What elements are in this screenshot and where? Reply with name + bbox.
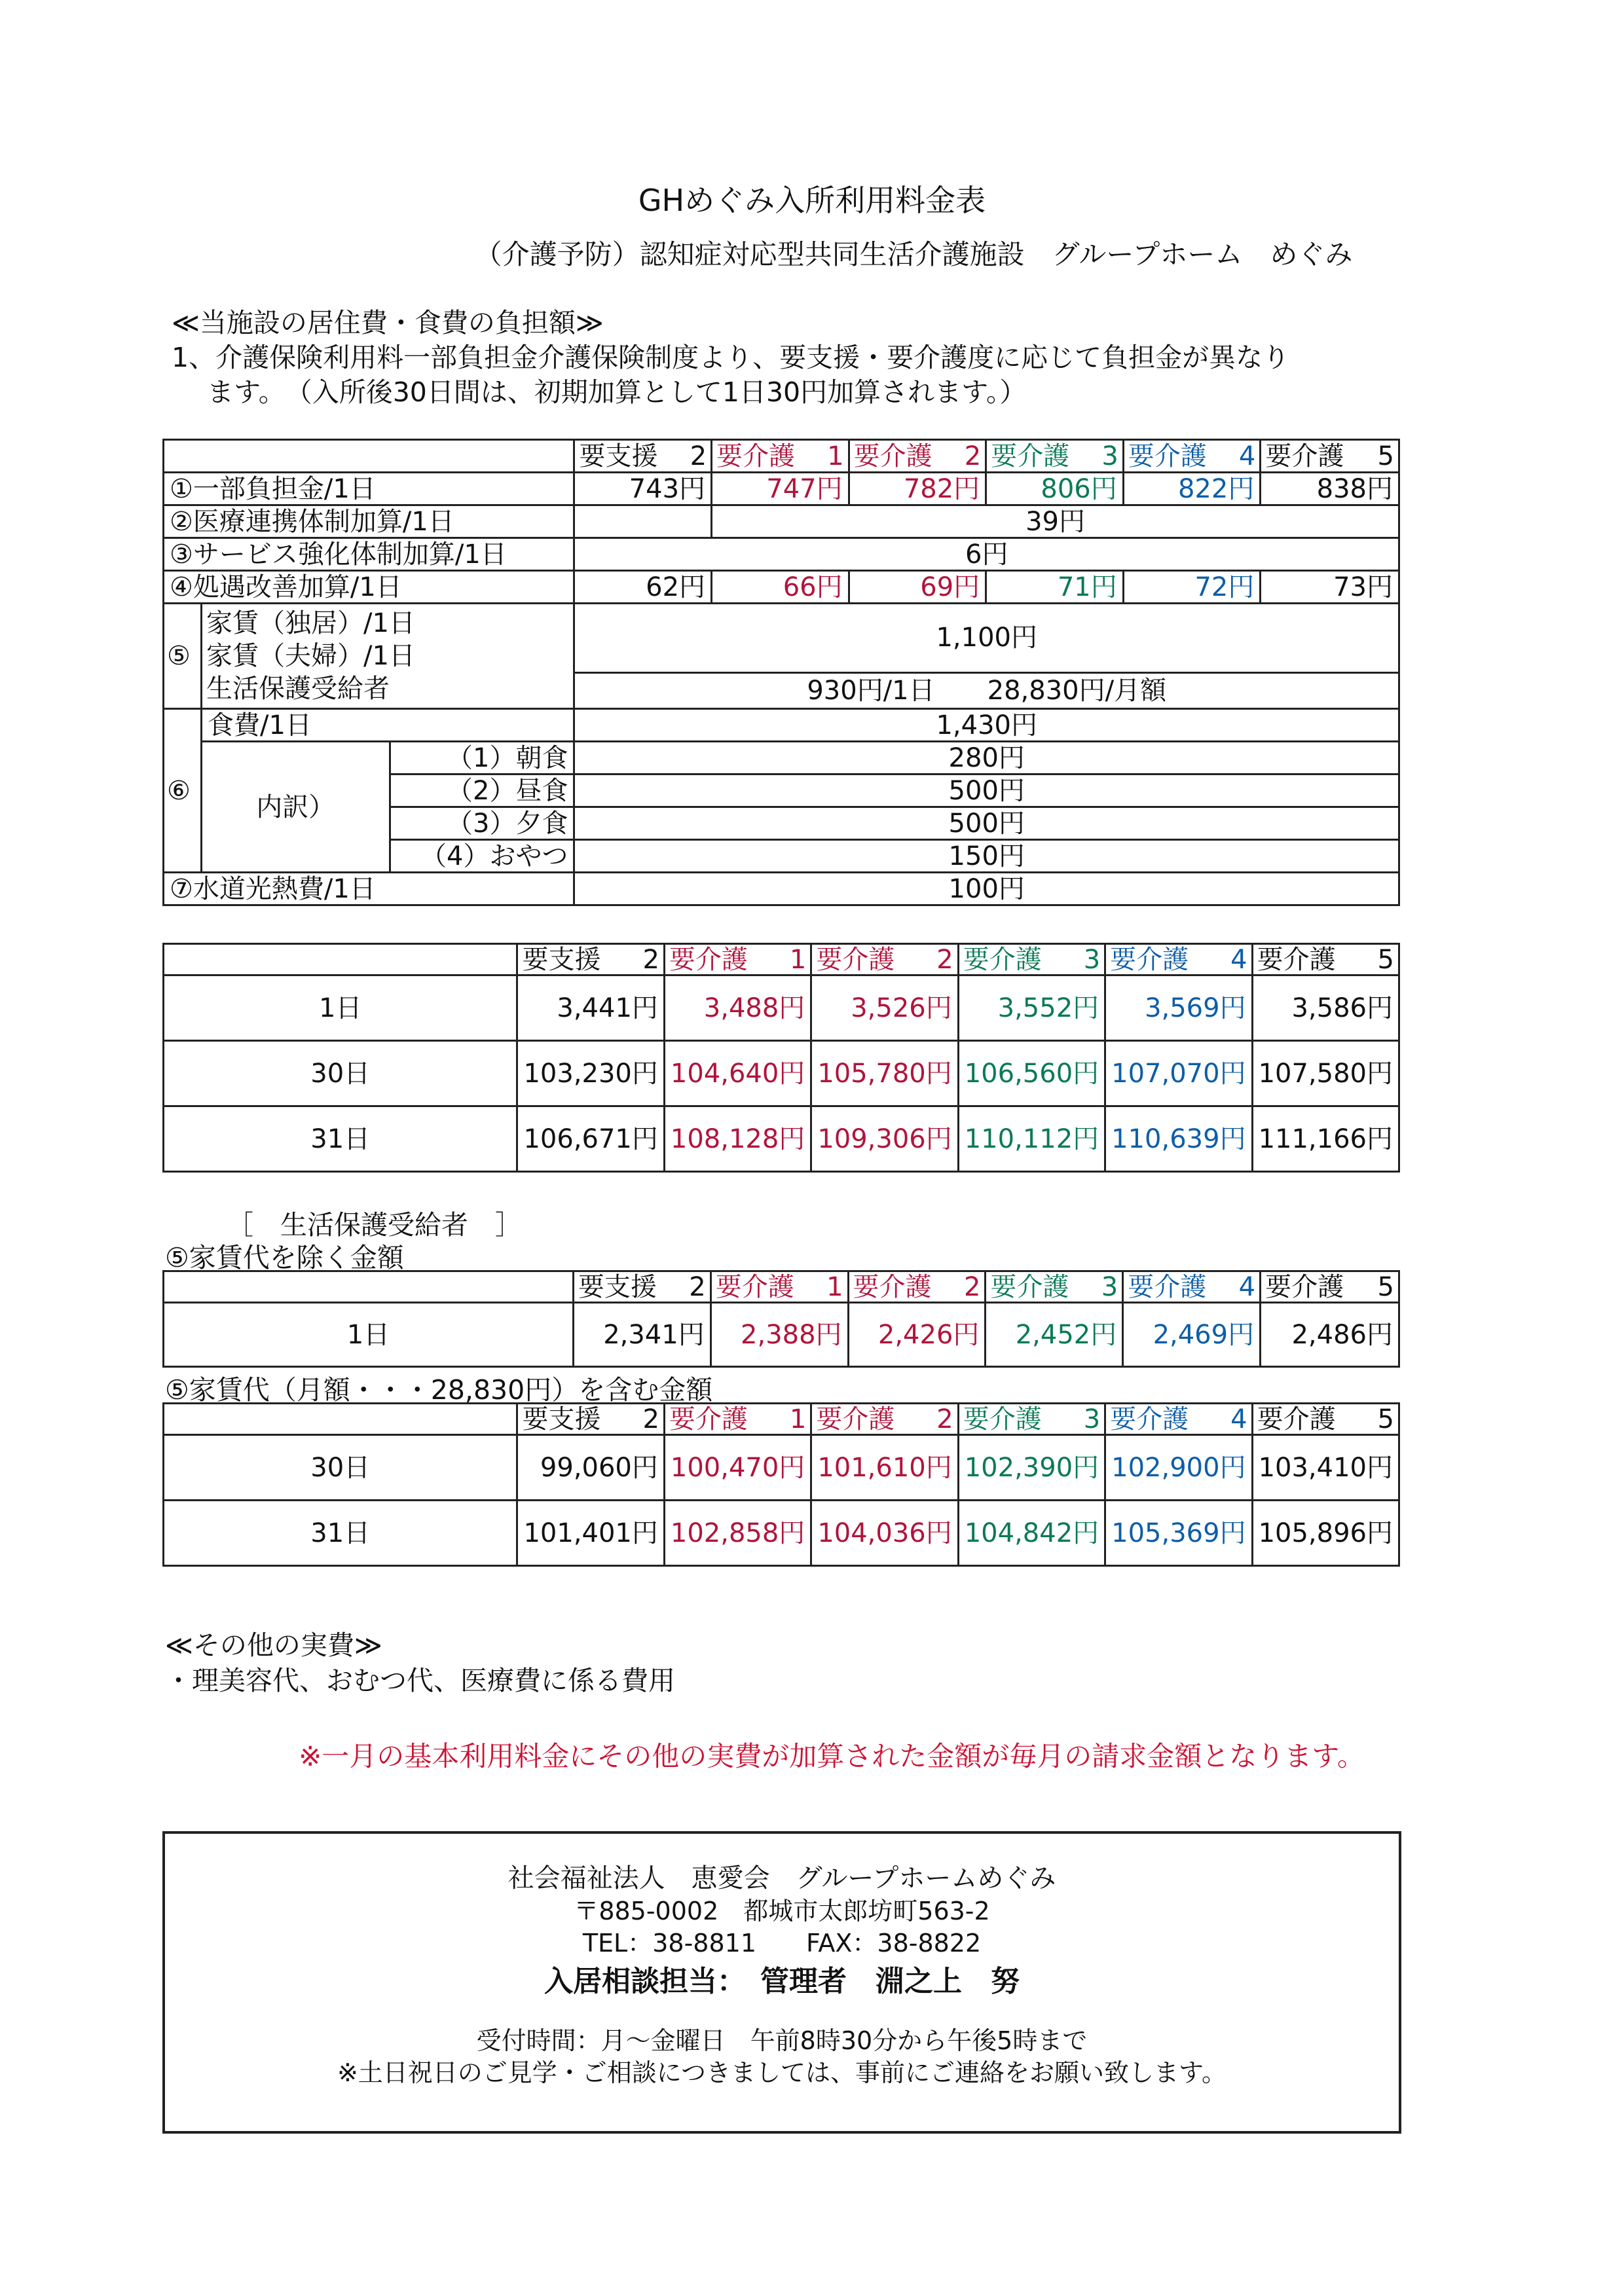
meal-label: （3）夕食	[390, 807, 574, 840]
contact-hours: 受付時間：月～金曜日 午前8時30分から午後5時まで	[476, 2026, 1088, 2055]
rent-value: 1,100円	[574, 604, 1399, 673]
table-row	[164, 742, 1399, 774]
fee-value: 822円	[1123, 473, 1261, 505]
header-blank	[164, 1404, 517, 1435]
fee-value: 69円	[849, 571, 986, 604]
level-header: 要支援 2	[517, 944, 664, 975]
meal-label: （2）昼食	[390, 774, 574, 807]
billing-notice: ※一月の基本利用料金にその他の実費が加算された金額が毎月の請求金額となります。	[299, 1740, 1365, 1772]
fee-table-header	[164, 440, 1399, 473]
fee-value: 743円	[574, 473, 712, 505]
welfare-value: 2,452円	[986, 1303, 1123, 1367]
row-label: ①一部負担金/1日	[164, 473, 574, 505]
level-header: 要介護 3	[986, 1271, 1123, 1303]
welfare-value: 102,390円	[958, 1435, 1105, 1501]
level-header: 要介護 1	[710, 1271, 848, 1303]
period-label: 31日	[164, 1501, 517, 1566]
rent-labels	[201, 604, 574, 709]
table-row	[164, 1303, 1399, 1367]
total-value: 105,780円	[811, 1041, 958, 1106]
welfare-value: 101,610円	[811, 1435, 958, 1501]
welfare-value: 2,426円	[848, 1303, 986, 1367]
contact-person: 入居相談担当： 管理者 淵之上 努	[544, 1964, 1020, 1998]
welfare-value: 103,410円	[1252, 1435, 1399, 1501]
page-subtitle: （介護予防）認知症対応型共同生活介護施設 グループホーム めぐみ	[474, 238, 1353, 270]
table-row	[164, 1501, 1399, 1566]
welfare-excl-heading: ⑤家賃代を除く金額	[165, 1242, 404, 1273]
fee-value: 806円	[986, 473, 1124, 505]
table-row	[164, 873, 1399, 905]
fee-value: 39円	[712, 505, 1399, 538]
welfare-value: 102,900円	[1105, 1435, 1252, 1501]
table-row	[164, 571, 1399, 604]
contact-box	[162, 1831, 1401, 2134]
level-header: 要介護 4	[1105, 1404, 1252, 1435]
other-heading: ≪その他の実費≫	[165, 1630, 382, 1661]
row-label: 食費/1日	[201, 709, 574, 742]
welfare-value: 2,486円	[1261, 1303, 1399, 1367]
welfare-value: 2,469円	[1123, 1303, 1261, 1367]
rent-label-single: 家賃（独居）/1日	[206, 608, 415, 638]
total-value: 109,306円	[811, 1106, 958, 1172]
level-header: 要支援 2	[517, 1404, 664, 1435]
fee-value: 72円	[1123, 571, 1261, 604]
welfare-value: 2,388円	[710, 1303, 848, 1367]
welfare-excl-header	[164, 1271, 1399, 1303]
total-value: 3,488円	[664, 975, 811, 1041]
level-header: 要介護 4	[1123, 440, 1261, 473]
table-row	[164, 473, 1399, 505]
rent-welfare-value: 930円/1日 28,830円/月額	[574, 672, 1399, 708]
row-label: ⑦水道光熱費/1日	[164, 873, 574, 905]
level-header: 要介護 2	[811, 1404, 958, 1435]
period-label: 31日	[164, 1106, 517, 1172]
table-row	[164, 709, 1399, 742]
total-value: 3,526円	[811, 975, 958, 1041]
rent-label-welfare: 生活保護受給者	[206, 674, 390, 704]
fee-value: 838円	[1261, 473, 1399, 505]
fee-value: 62円	[574, 571, 712, 604]
level-header: 要介護 4	[1123, 1271, 1261, 1303]
contact-phone: TEL：38-8811 FAX：38-8822	[582, 1929, 982, 1958]
blank-cell	[574, 505, 712, 538]
header-blank	[164, 1271, 574, 1303]
meal-value: 150円	[574, 840, 1399, 873]
level-header: 要介護 2	[848, 1271, 986, 1303]
level-header: 要介護 3	[958, 1404, 1105, 1435]
fee-value: 1,430円	[574, 709, 1399, 742]
header-blank	[164, 440, 574, 473]
level-header: 要介護 5	[1261, 1271, 1399, 1303]
other-costs-line: ・理美容代、おむつ代、医療費に係る費用	[165, 1665, 675, 1696]
total-value: 3,441円	[517, 975, 664, 1041]
total-value: 111,166円	[1252, 1106, 1399, 1172]
table-row	[164, 1106, 1399, 1172]
section-heading-fees: ≪当施設の居住費・食費の負担額≫	[172, 307, 604, 338]
total-value: 107,580円	[1252, 1041, 1399, 1106]
total-value: 108,128円	[664, 1106, 811, 1172]
welfare-value: 101,401円	[517, 1501, 664, 1566]
welfare-value: 102,858円	[664, 1501, 811, 1566]
period-label: 1日	[164, 1303, 574, 1367]
contact-address: 〒885-0002 都城市太郎坊町563-2	[574, 1897, 990, 1925]
contact-note: ※土日祝日のご見学・ご相談につきましては、事前にご連絡をお願い致します。	[337, 2058, 1227, 2088]
total-value: 107,070円	[1105, 1041, 1252, 1106]
total-value: 3,569円	[1105, 975, 1252, 1041]
total-value: 110,639円	[1105, 1106, 1252, 1172]
level-header: 要介護 3	[958, 944, 1105, 975]
welfare-heading: ［ 生活保護受給者 ］	[227, 1209, 522, 1241]
row-label: ②医療連携体制加算/1日	[164, 505, 574, 538]
level-header: 要介護 5	[1252, 944, 1399, 975]
intro-line-1: 1、介護保険利用料一部負担金介護保険制度より、要支援・要介護度に応じて負担金が異なり	[172, 342, 1290, 373]
welfare-value: 99,060円	[517, 1435, 664, 1501]
welfare-incl-heading: ⑤家賃代（月額・・・28,830円）を含む金額	[165, 1374, 713, 1406]
header-blank	[164, 944, 517, 975]
meal-value: 500円	[574, 774, 1399, 807]
total-table	[162, 943, 1400, 1173]
welfare-incl-header	[164, 1404, 1399, 1435]
welfare-value: 2,341円	[573, 1303, 710, 1367]
table-row	[164, 604, 1399, 673]
fee-value: 100円	[574, 873, 1399, 905]
level-header: 要介護 1	[664, 1404, 811, 1435]
fee-value: 73円	[1261, 571, 1399, 604]
level-header: 要介護 2	[811, 944, 958, 975]
fee-value: 71円	[986, 571, 1124, 604]
meal-value: 280円	[574, 742, 1399, 774]
meal-label: （4）おやつ	[390, 840, 574, 873]
welfare-value: 104,036円	[811, 1501, 958, 1566]
welfare-incl-table	[162, 1402, 1400, 1567]
meal-label: （1）朝食	[390, 742, 574, 774]
period-label: 30日	[164, 1041, 517, 1106]
fee-table	[162, 439, 1400, 906]
breakdown-label: 内訳）	[201, 742, 390, 873]
level-header: 要介護 1	[664, 944, 811, 975]
total-value: 106,671円	[517, 1106, 664, 1172]
total-value: 3,552円	[958, 975, 1105, 1041]
total-table-header	[164, 944, 1399, 975]
table-row	[164, 538, 1399, 571]
welfare-value: 105,369円	[1105, 1501, 1252, 1566]
welfare-value: 104,842円	[958, 1501, 1105, 1566]
level-header: 要支援 2	[573, 1271, 710, 1303]
level-header: 要介護 5	[1261, 440, 1399, 473]
welfare-value: 100,470円	[664, 1435, 811, 1501]
period-label: 30日	[164, 1435, 517, 1501]
row-label: ③サービス強化体制加算/1日	[164, 538, 574, 571]
total-value: 3,586円	[1252, 975, 1399, 1041]
total-value: 103,230円	[517, 1041, 664, 1106]
welfare-value: 105,896円	[1252, 1501, 1399, 1566]
page-title: GHめぐみ入所利用料金表	[638, 183, 986, 218]
rent-label-couple: 家賃（夫婦）/1日	[206, 641, 415, 671]
contact-org: 社会福祉法人 恵愛会 グループホームめぐみ	[507, 1863, 1056, 1893]
level-header: 要介護 4	[1105, 944, 1252, 975]
total-value: 110,112円	[958, 1106, 1105, 1172]
fee-value: 66円	[712, 571, 849, 604]
level-header: 要介護 5	[1252, 1404, 1399, 1435]
fee-value: 747円	[712, 473, 849, 505]
intro-line-2: ます。 （入所後30日間は、初期加算として1日30円加算されます。）	[207, 376, 1027, 408]
level-header: 要介護 1	[712, 440, 849, 473]
row-number: ⑤	[164, 604, 202, 709]
row-label: ④処遇改善加算/1日	[164, 571, 574, 604]
level-header: 要支援 2	[574, 440, 712, 473]
table-row	[164, 1435, 1399, 1501]
row-number: ⑥	[164, 709, 202, 873]
table-row	[164, 1041, 1399, 1106]
level-header: 要介護 3	[986, 440, 1124, 473]
welfare-excl-table	[162, 1270, 1400, 1368]
level-header: 要介護 2	[849, 440, 986, 473]
total-value: 104,640円	[664, 1041, 811, 1106]
table-row	[164, 975, 1399, 1041]
fee-value: 782円	[849, 473, 986, 505]
period-label: 1日	[164, 975, 517, 1041]
fee-value: 6円	[574, 538, 1399, 571]
table-row	[164, 505, 1399, 538]
total-value: 106,560円	[958, 1041, 1105, 1106]
meal-value: 500円	[574, 807, 1399, 840]
